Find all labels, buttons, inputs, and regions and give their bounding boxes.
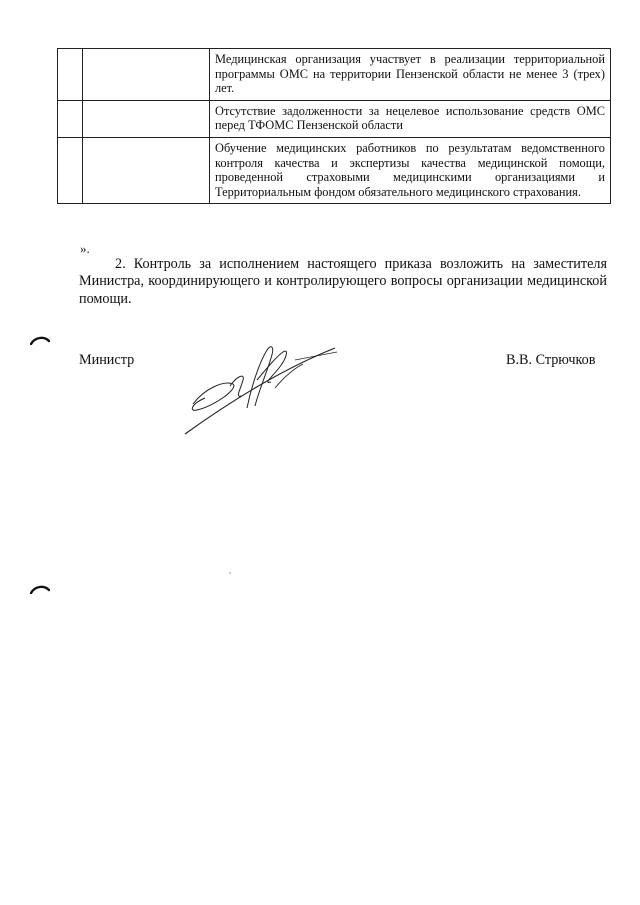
scan-speck <box>229 572 231 574</box>
binding-hole-mark <box>30 584 50 594</box>
signatory-title: Министр <box>79 352 135 368</box>
table-cell-empty <box>83 100 210 137</box>
table-cell-criterion: Обучение медицинских работников по результатам ведомственного контроля качества и экспертизы качества медицинской помощи, проведенной страховыми медицинскими организациями и Территориальным фондом обязательного медицинского страхования. <box>210 137 611 203</box>
handwritten-signature <box>175 318 355 438</box>
binding-hole-mark <box>30 335 50 345</box>
table-cell-empty <box>83 49 210 101</box>
table-cell-criterion: Медицинская организация участвует в реализации территориальной программы ОМС на территории Пензенской области не менее 3 (трех) лет. <box>210 49 611 101</box>
table-row <box>58 137 611 203</box>
table-row <box>58 49 611 101</box>
criteria-table <box>57 48 611 204</box>
table-cell-empty <box>58 49 83 101</box>
table-cell-criterion: Отсутствие задолженности за нецелевое использование средств ОМС перед ТФОМС Пензенской области <box>210 100 611 137</box>
closing-quote: ». <box>80 241 90 256</box>
order-paragraph-2: 2. Контроль за исполнением настоящего приказа возложить на заместителя Министра, координирующего и контролирующего вопросы организации медицинской помощи. <box>79 256 607 307</box>
table-cell-empty <box>83 137 210 203</box>
table-row <box>58 100 611 137</box>
table-cell-empty <box>58 100 83 137</box>
signatory-name: В.В. Стрючков <box>506 352 596 368</box>
table-cell-empty <box>58 137 83 203</box>
